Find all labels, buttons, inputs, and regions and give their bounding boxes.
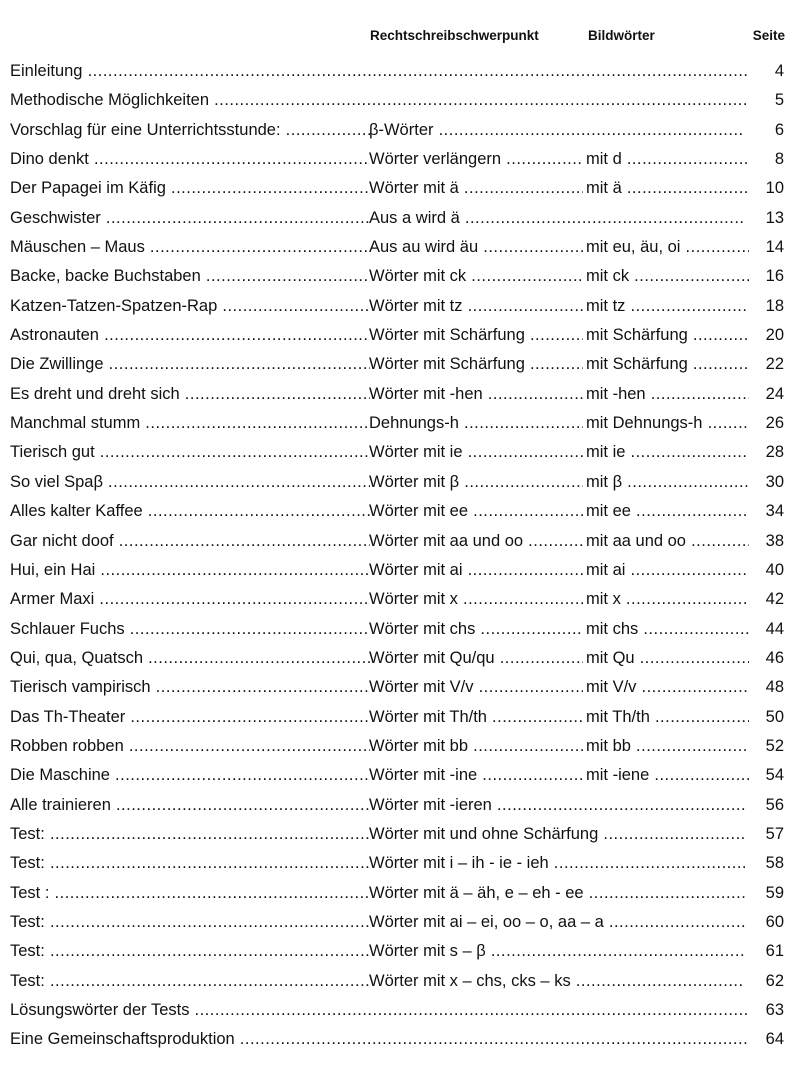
entry-page-number: 58 bbox=[765, 854, 784, 873]
entry-page-number: 40 bbox=[765, 560, 784, 579]
entry-focus: Wörter mit ai – ei, oo – o, aa – a ..... bbox=[369, 908, 745, 937]
header-seite: Seite bbox=[752, 28, 785, 43]
entry-page-number: 56 bbox=[765, 795, 784, 814]
entry-bildwoerter: mit -iene ..... bbox=[586, 761, 749, 790]
entry-focus: Wörter mit ä ..... bbox=[369, 174, 583, 203]
toc-entry bbox=[0, 585, 800, 614]
entry-title: Manchmal stumm ..... bbox=[10, 409, 370, 438]
entry-page-number: 30 bbox=[765, 472, 784, 491]
entry-bildwoerter: mit V/v ..... bbox=[586, 673, 749, 702]
entry-page-number: 18 bbox=[765, 296, 784, 315]
entry-page-number: 10 bbox=[765, 179, 784, 198]
entry-title: So viel Spaβ ..... bbox=[10, 468, 370, 497]
entry-page-number: 34 bbox=[765, 502, 784, 521]
entry-bildwoerter: mit Schärfung ..... bbox=[586, 350, 749, 379]
toc-entry bbox=[0, 791, 800, 820]
entry-page-number: 62 bbox=[765, 971, 784, 990]
entry-page-number: 26 bbox=[765, 414, 784, 433]
entry-page-number: 28 bbox=[765, 443, 784, 462]
entry-title: Das Th-Theater ..... bbox=[10, 703, 370, 732]
entry-title: Einleitung ..... bbox=[10, 57, 748, 86]
entry-bildwoerter: mit aa und oo ..... bbox=[586, 527, 749, 556]
entry-title: Tierisch gut ..... bbox=[10, 438, 370, 467]
toc-entry bbox=[0, 174, 800, 203]
header-bildwoerter: Bildwörter bbox=[588, 28, 655, 43]
toc-entry bbox=[0, 497, 800, 526]
entry-page-number: 60 bbox=[765, 912, 784, 931]
entry-bildwoerter: mit Schärfung ..... bbox=[586, 321, 749, 350]
entry-page-number: 24 bbox=[765, 384, 784, 403]
entry-focus: Wörter mit bb ..... bbox=[369, 732, 583, 761]
toc-entry bbox=[0, 116, 800, 145]
toc-entry bbox=[0, 468, 800, 497]
entry-title: Test: ..... bbox=[10, 820, 370, 849]
toc-entry bbox=[0, 673, 800, 702]
toc-entry bbox=[0, 321, 800, 350]
entry-bildwoerter: mit Dehnungs-h ..... bbox=[586, 409, 749, 438]
entry-focus: Wörter mit x – chs, cks – ks ..... bbox=[369, 967, 745, 996]
entry-title: Armer Maxi ..... bbox=[10, 585, 370, 614]
entry-focus: Wörter mit s – β ..... bbox=[369, 937, 745, 966]
toc-entry bbox=[0, 438, 800, 467]
toc-entry bbox=[0, 937, 800, 966]
entry-focus: Wörter verlängern ..... bbox=[369, 145, 583, 174]
entry-title: Der Papagei im Käfig ..... bbox=[10, 174, 370, 203]
entry-focus: Aus au wird äu ..... bbox=[369, 233, 583, 262]
entry-focus: Wörter mit tz ..... bbox=[369, 292, 583, 321]
entry-title: Test : ..... bbox=[10, 879, 370, 908]
entry-focus: Wörter mit ai ..... bbox=[369, 556, 583, 585]
entry-bildwoerter: mit d ..... bbox=[586, 145, 749, 174]
toc-entry bbox=[0, 1025, 800, 1054]
entry-title: Backe, backe Buchstaben ..... bbox=[10, 262, 370, 291]
entry-bildwoerter: mit ie ..... bbox=[586, 438, 749, 467]
entry-title: Tierisch vampirisch ..... bbox=[10, 673, 370, 702]
entry-title: Qui, qua, Quatsch ..... bbox=[10, 644, 370, 673]
entry-bildwoerter: mit -hen ..... bbox=[586, 380, 749, 409]
entry-focus: Wörter mit -ine ..... bbox=[369, 761, 583, 790]
entry-bildwoerter: mit ai ..... bbox=[586, 556, 749, 585]
entry-focus: β-Wörter ..... bbox=[369, 116, 745, 145]
entry-bildwoerter: mit chs ..... bbox=[586, 615, 749, 644]
entry-page-number: 20 bbox=[765, 326, 784, 345]
entry-focus: Wörter mit ie ..... bbox=[369, 438, 583, 467]
toc-entry bbox=[0, 703, 800, 732]
entry-bildwoerter: mit x ..... bbox=[586, 585, 749, 614]
entry-focus: Wörter mit -hen ..... bbox=[369, 380, 583, 409]
entry-page-number: 64 bbox=[765, 1030, 784, 1049]
entry-page-number: 22 bbox=[765, 355, 784, 374]
entry-title: Die Maschine ..... bbox=[10, 761, 370, 790]
toc-entry bbox=[0, 409, 800, 438]
entry-bildwoerter: mit ck ..... bbox=[586, 262, 749, 291]
toc-entry bbox=[0, 849, 800, 878]
entry-focus: Wörter mit chs ..... bbox=[369, 615, 583, 644]
toc-header bbox=[0, 28, 800, 48]
entry-page-number: 52 bbox=[765, 736, 784, 755]
entry-page-number: 14 bbox=[765, 238, 784, 257]
entry-title: Hui, ein Hai ..... bbox=[10, 556, 370, 585]
entry-title: Test: ..... bbox=[10, 937, 370, 966]
entry-title: Astronauten ..... bbox=[10, 321, 370, 350]
toc-entry bbox=[0, 644, 800, 673]
entry-page-number: 6 bbox=[774, 120, 784, 139]
entry-focus: Wörter mit ä – äh, e – eh - ee ..... bbox=[369, 879, 745, 908]
toc-entry bbox=[0, 996, 800, 1025]
entry-focus: Wörter mit ee ..... bbox=[369, 497, 583, 526]
entry-page-number: 48 bbox=[765, 678, 784, 697]
toc-entry bbox=[0, 86, 800, 115]
entry-page-number: 16 bbox=[765, 267, 784, 286]
entry-focus: Wörter mit β ..... bbox=[369, 468, 583, 497]
header-focus: Rechtschreibschwerpunkt bbox=[370, 28, 539, 43]
entry-focus: Wörter mit Th/th ..... bbox=[369, 703, 583, 732]
entry-focus: Aus a wird ä ..... bbox=[369, 204, 745, 233]
entry-page-number: 42 bbox=[765, 590, 784, 609]
toc-entry bbox=[0, 732, 800, 761]
entry-bildwoerter: mit tz ..... bbox=[586, 292, 749, 321]
toc-entry bbox=[0, 879, 800, 908]
entry-title: Geschwister ..... bbox=[10, 204, 370, 233]
entry-focus: Wörter mit i – ih - ie - ieh ..... bbox=[369, 849, 745, 878]
toc-entry bbox=[0, 908, 800, 937]
entry-title: Test: ..... bbox=[10, 967, 370, 996]
entry-page-number: 46 bbox=[765, 648, 784, 667]
entry-page-number: 44 bbox=[765, 619, 784, 638]
entry-focus: Wörter mit aa und oo ..... bbox=[369, 527, 583, 556]
entry-bildwoerter: mit Qu ..... bbox=[586, 644, 749, 673]
entry-page-number: 59 bbox=[765, 883, 784, 902]
toc-entry bbox=[0, 350, 800, 379]
entry-title: Katzen-Tatzen-Spatzen-Rap ..... bbox=[10, 292, 370, 321]
entry-page-number: 50 bbox=[765, 707, 784, 726]
entry-title: Robben robben ..... bbox=[10, 732, 370, 761]
entry-title: Es dreht und dreht sich ..... bbox=[10, 380, 370, 409]
entry-focus: Wörter mit ck ..... bbox=[369, 262, 583, 291]
entry-bildwoerter: mit bb ..... bbox=[586, 732, 749, 761]
entry-title: Methodische Möglichkeiten ..... bbox=[10, 86, 748, 115]
entry-focus: Wörter mit -ieren ..... bbox=[369, 791, 745, 820]
entry-bildwoerter: mit ee ..... bbox=[586, 497, 749, 526]
entry-focus: Wörter mit V/v ..... bbox=[369, 673, 583, 702]
entry-bildwoerter: mit eu, äu, oi ..... bbox=[586, 233, 749, 262]
entry-page-number: 54 bbox=[765, 766, 784, 785]
entry-page-number: 38 bbox=[765, 531, 784, 550]
toc-entry bbox=[0, 527, 800, 556]
entry-focus: Wörter mit und ohne Schärfung ..... bbox=[369, 820, 745, 849]
entry-page-number: 57 bbox=[765, 824, 784, 843]
entry-page-number: 13 bbox=[765, 208, 784, 227]
entry-focus: Wörter mit Schärfung ..... bbox=[369, 321, 583, 350]
toc-entry bbox=[0, 556, 800, 585]
entry-title: Gar nicht doof ..... bbox=[10, 527, 370, 556]
toc-entry bbox=[0, 761, 800, 790]
toc-entry bbox=[0, 820, 800, 849]
toc-entry bbox=[0, 380, 800, 409]
entry-page-number: 61 bbox=[765, 942, 784, 961]
entry-title: Test: ..... bbox=[10, 849, 370, 878]
toc-entry bbox=[0, 57, 800, 86]
entry-bildwoerter: mit ä ..... bbox=[586, 174, 749, 203]
entry-title: Alle trainieren ..... bbox=[10, 791, 370, 820]
entry-title: Eine Gemeinschaftsproduktion ..... bbox=[10, 1025, 748, 1054]
entry-focus: Wörter mit x ..... bbox=[369, 585, 583, 614]
entry-title: Lösungswörter der Tests ..... bbox=[10, 996, 748, 1025]
toc-entry bbox=[0, 967, 800, 996]
entry-focus: Wörter mit Qu/qu ..... bbox=[369, 644, 583, 673]
toc-entry bbox=[0, 262, 800, 291]
entry-title: Dino denkt ..... bbox=[10, 145, 370, 174]
toc-entry bbox=[0, 145, 800, 174]
toc-list bbox=[0, 57, 800, 1055]
entry-title: Mäuschen – Maus ..... bbox=[10, 233, 370, 262]
entry-page-number: 8 bbox=[774, 150, 784, 169]
entry-page-number: 5 bbox=[774, 91, 784, 110]
entry-page-number: 63 bbox=[765, 1001, 784, 1019]
entry-bildwoerter: mit Th/th ..... bbox=[586, 703, 749, 732]
entry-title: Alles kalter Kaffee ..... bbox=[10, 497, 370, 526]
toc-entry bbox=[0, 204, 800, 233]
entry-title: Die Zwillinge ..... bbox=[10, 350, 370, 379]
entry-page-number: 4 bbox=[774, 62, 784, 80]
entry-title: Vorschlag für eine Unterrichtsstunde: ..... bbox=[10, 116, 370, 145]
toc-entry bbox=[0, 615, 800, 644]
entry-focus: Dehnungs-h ..... bbox=[369, 409, 583, 438]
entry-title: Test: ..... bbox=[10, 908, 370, 937]
entry-title: Schlauer Fuchs ..... bbox=[10, 615, 370, 644]
entry-focus: Wörter mit Schärfung ..... bbox=[369, 350, 583, 379]
toc-entry bbox=[0, 233, 800, 262]
toc-entry bbox=[0, 292, 800, 321]
entry-bildwoerter: mit β ..... bbox=[586, 468, 749, 497]
